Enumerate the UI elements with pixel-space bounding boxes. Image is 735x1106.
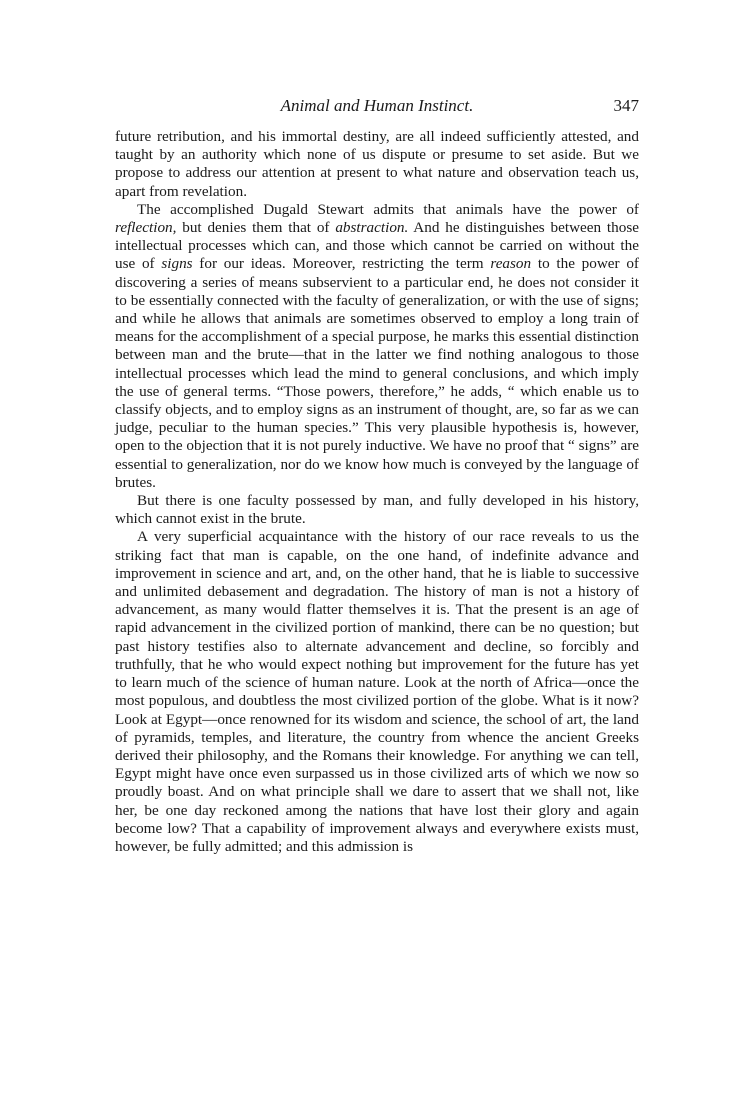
- text-run: for our ideas. Moreover, restricting the term: [192, 255, 491, 273]
- text-run: A very superficial acquaintance with the history of our race reveals to us the striking fact that man is capable, on the one hand, of indefinite advance and improvement in science and art, and, on the other hand, that he is liable to successive and unlimited debasement and degradation. The history of man is not a history of advancement, as many would flatter themselves it is. That the present is an age of rapid advancement in the civilized portion of mankind, there can be no question; but past history testifies also to alternate advancement and decline, so forcibly and truthfully, that he who would expect nothing but improvement for the future has yet to learn much of the science of human nature. Look at the north of Africa—once the most populous, and doubtless the most civilized portion of the globe. What is it now? Look at Egypt—once renowned for its wisdom and science, the school of art, the land of pyramids, temples, and literature, the country from whence the ancient Greeks derived their philosophy, and the Romans their knowledge. For anything we can tell, Egypt might have once even surpassed us in those civilized arts of which we now so proudly boast. And on what principle shall we dare to assert that we shall not, like her, be one day reckoned among the nations that have lost their glory and again become low? That a capability of improvement always and everywhere exists must, however, be fully admitted; and this admission is: [115, 528, 639, 855]
- body-text: [115, 128, 639, 856]
- text-run: But there is one faculty possessed by man, and fully developed in his history, which cannot exist in the brute.: [115, 492, 639, 528]
- text-run: to the power of discovering a series of means subservient to a particular end, he does not consider it to be essentially connected with the faculty of generalization, or with the use of signs; and while he allows that animals are sometimes observed to employ a long train of means for the accomplishment of a special purpose, he marks this essential distinction between man and the brute—that in the latter we find nothing analogous to those intellectual processes which lead the mind to general conclusions, and which imply the use of general terms. “Those powers, therefore,” he adds, “ which enable us to classify objects, and to employ signs as an instrument of thought, are, so far as we can judge, peculiar to the human species.” This very plausible hypothesis is, however, open to the objection that it is not purely inductive. We have no proof that “ signs” are essential to generalization, nor do we know how much is conveyed by the language of brutes.: [115, 255, 639, 491]
- italic-text: reason: [490, 255, 532, 273]
- paragraph: [115, 528, 639, 856]
- text-run: The accomplished Dugald Stewart admits that animals have the power of: [137, 200, 639, 218]
- running-title: Animal and Human Instinct.: [280, 96, 474, 115]
- text-run: And he distinguishes between those intellectual processes which can, and those which cannot be carried on without the use of: [115, 219, 639, 273]
- page-header: [115, 96, 639, 120]
- italic-text: abstraction.: [335, 219, 409, 237]
- text-run: future retribution, and his immortal destiny, are all indeed sufficiently attested, and taught by an authority which none of us dispute or presume to set aside. But we propose to address our attention at present to what nature and observation teach us, apart from revelation.: [115, 128, 639, 200]
- text-run: but denies them that of: [176, 219, 336, 237]
- paragraph: [115, 128, 639, 201]
- paragraph: [115, 492, 639, 528]
- italic-text: reflection,: [115, 219, 177, 237]
- italic-text: signs: [161, 255, 193, 273]
- page-number: 347: [613, 96, 639, 115]
- paragraph: [115, 201, 639, 492]
